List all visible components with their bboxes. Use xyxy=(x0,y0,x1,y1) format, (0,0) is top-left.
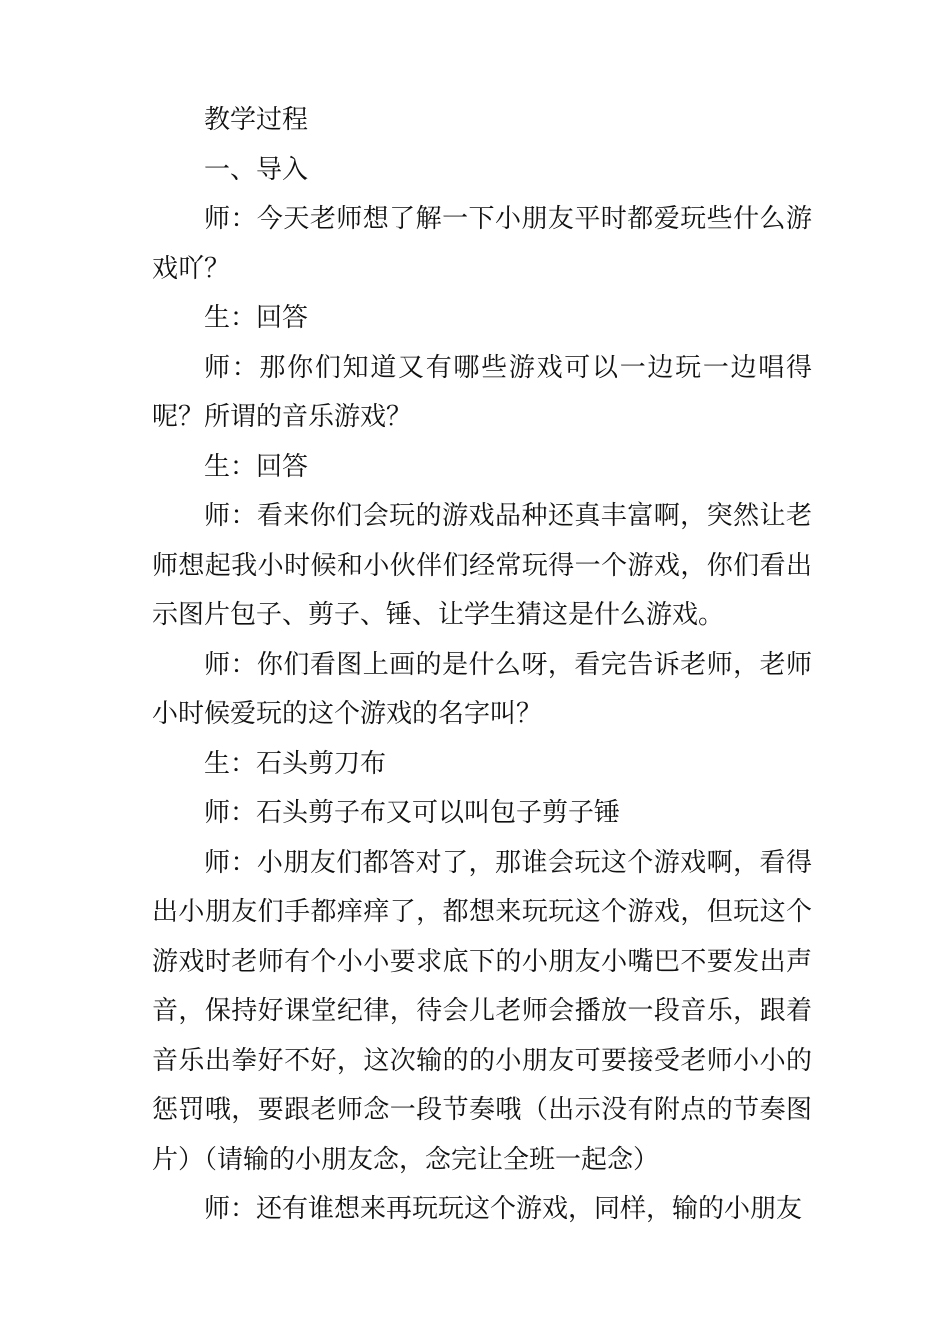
dialogue-paragraph: 师：今天老师想了解一下小朋友平时都爱玩些什么游戏吖？ xyxy=(152,204,812,284)
dialogue-paragraph: 师：石头剪子布又可以叫包子剪子锤 xyxy=(204,798,621,828)
dialogue-paragraph: 生：回答 xyxy=(204,451,309,482)
dialogue-paragraph: 生：回答 xyxy=(204,303,309,333)
dialogue-paragraph: 师：看来你们会玩的游戏品种还真丰富啊，突然让老师想起我小时候和小伙伴们经常玩得一个游戏，你们看出示图片包子、剪子、锤、让学生猜这是什么游戏。 xyxy=(152,501,812,630)
dialogue-paragraph: 师：小朋友们都答对了，那谁会玩这个游戏啊，看得出小朋友们手都痒痒了，都想来玩玩这个游戏，但玩这个游戏时老师有个小小要求底下的小朋友小嘴巴不要发出声音，保持好课堂纪律，待会儿老师会播放一段音乐，跟着音乐出拳好不好，这次输的的小朋友可要接受老师小小的惩罚哦，要跟老师念一段节奏哦（出示没有附点的节奏图片）（请输的小朋友念，念完让全班一起念） xyxy=(152,847,812,1175)
dialogue-paragraph: 师：那你们知道又有哪些游戏可以一边玩一边唱得呢？所谓的音乐游戏？ xyxy=(152,352,812,432)
subsection-heading: 一、导入 xyxy=(204,154,309,185)
dialogue-paragraph: 师：你们看图上画的是什么呀，看完告诉老师，老师小时候爱玩的这个游戏的名字叫？ xyxy=(152,649,812,729)
section-heading: 教学过程 xyxy=(204,105,309,135)
document-body xyxy=(152,96,812,1235)
dialogue-paragraph: 师：还有谁想来再玩玩这个游戏，同样，输的小朋友 xyxy=(204,1194,803,1224)
dialogue-paragraph: 生：石头剪刀布 xyxy=(204,748,387,779)
